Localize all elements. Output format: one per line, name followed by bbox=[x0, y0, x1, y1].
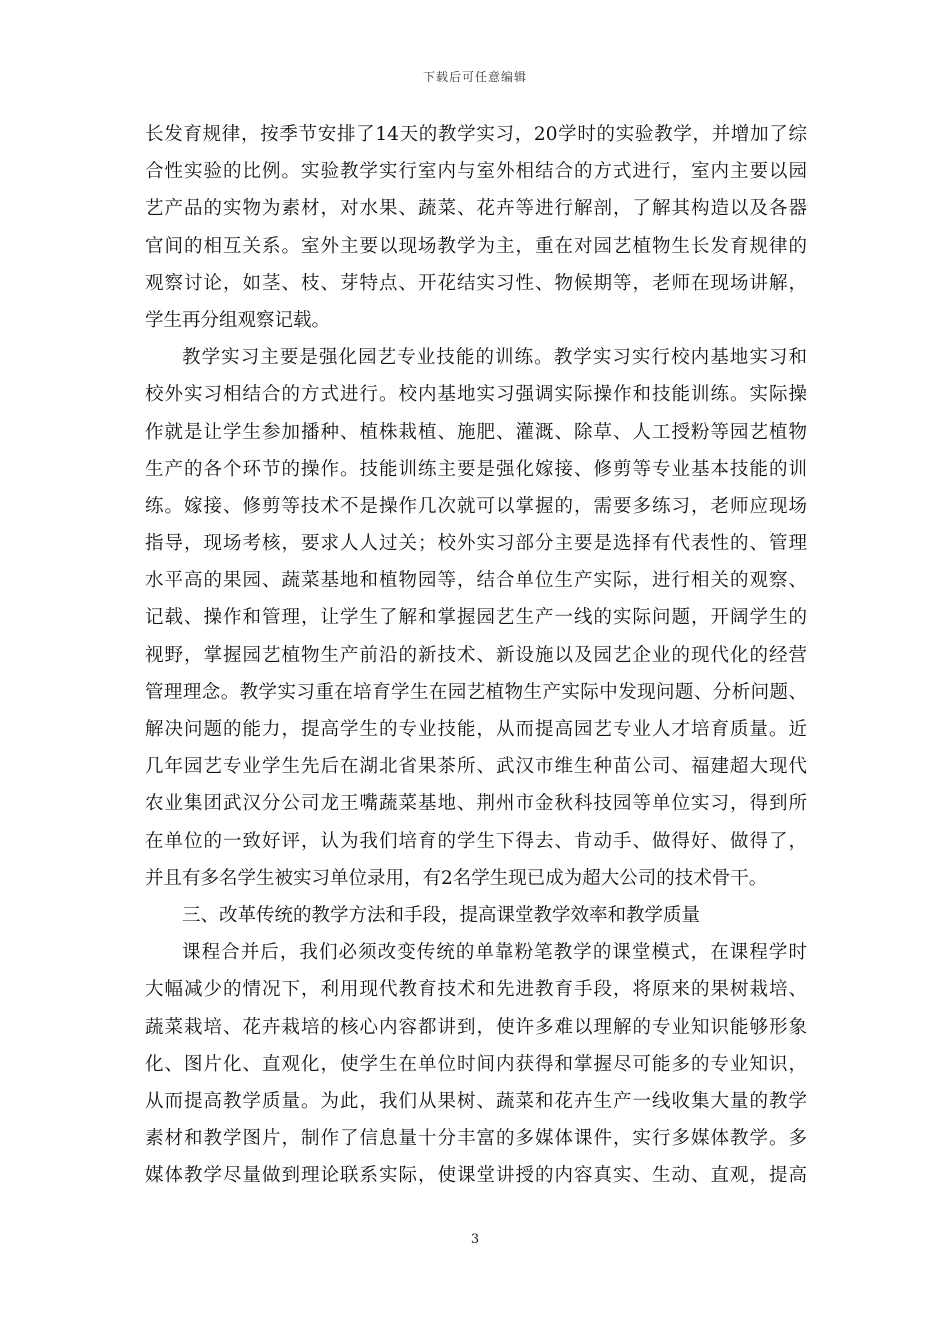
paragraph-1 bbox=[145, 116, 807, 339]
text-line: 水平高的果园、蔬菜基地和植物园等，结合单位生产实际，进行相关的观察、 bbox=[145, 570, 807, 592]
text-line: 并且有多名学生被实习单位录用，有2名学生现已成为超大公司的技术骨干。 bbox=[145, 867, 768, 889]
text-line: 从而提高教学质量。为此，我们从果树、蔬菜和花卉生产一线收集大量的教学 bbox=[145, 1090, 807, 1112]
section-heading bbox=[145, 897, 807, 934]
text-line: 学生再分组观察记载。 bbox=[145, 309, 331, 331]
header-note: 下载后可任意编辑 bbox=[422, 70, 527, 84]
text-line: 解决问题的能力，提高学生的专业技能，从而提高园艺专业人才培育质量。近 bbox=[145, 719, 807, 740]
text-line: 几年园艺专业学生先后在湖北省果茶所、武汉市维生种苗公司、福建超大现代 bbox=[145, 756, 807, 778]
text-line: 艺产品的实物为素材，对水果、蔬菜、花卉等进行解剖，了解其构造以及各器 bbox=[145, 198, 807, 220]
text-line: 化、图片化、直观化，使学生在单位时间内获得和掌握尽可能多的专业知识， bbox=[145, 1053, 807, 1075]
text-line: 生产的各个环节的操作。技能训练主要是强化嫁接、修剪等专业基本技能的训 bbox=[145, 458, 807, 480]
page-number: 3 bbox=[470, 1232, 480, 1247]
text-line: 长发育规律，按季节安排了14天的教学实习，20学时的实验教学，并增加了综 bbox=[145, 124, 807, 145]
paragraph-3 bbox=[145, 934, 807, 1194]
section-heading-text: 三、改革传统的教学方法和手段，提高课堂教学效率和教学质量 bbox=[182, 904, 701, 926]
text-line: 观察讨论，如茎、枝、芽特点、开花结实习性、物候期等，老师在现场讲解， bbox=[145, 272, 807, 294]
text-line: 官间的相互关系。室外主要以现场教学为主，重在对园艺植物生长发育规律的 bbox=[145, 235, 807, 257]
text-line: 大幅减少的情况下，利用现代教育技术和先进教育手段，将原来的果树栽培、 bbox=[145, 979, 807, 1001]
document-body bbox=[145, 116, 807, 1194]
text-line: 在单位的一致好评，认为我们培育的学生下得去、肯动手、做得好、做得了， bbox=[145, 830, 807, 852]
paragraph-2 bbox=[145, 339, 807, 897]
text-line: 视野，掌握园艺植物生产前沿的新技术、新设施以及园艺企业的现代化的经营 bbox=[145, 644, 807, 666]
text-line: 媒体教学尽量做到理论联系实际，使课堂讲授的内容真实、生动、直观，提高 bbox=[145, 1165, 807, 1187]
text-line: 教学实习主要是强化园艺专业技能的训练。教学实习实行校内基地实习和 bbox=[182, 347, 807, 369]
text-line: 记载、操作和管理，让学生了解和掌握园艺生产一线的实际问题，开阔学生的 bbox=[145, 607, 807, 629]
text-line: 练。嫁接、修剪等技术不是操作几次就可以掌握的，需要多练习，老师应现场 bbox=[145, 495, 807, 517]
text-line: 素材和教学图片，制作了信息量十分丰富的多媒体课件，实行多媒体教学。多 bbox=[145, 1128, 807, 1150]
text-line: 管理理念。教学实习重在培育学生在园艺植物生产实际中发现问题、分析问题、 bbox=[145, 681, 807, 703]
text-line: 合性实验的比例。实验教学实行室内与室外相结合的方式进行，室内主要以园 bbox=[145, 161, 807, 183]
text-line: 作就是让学生参加播种、植株栽植、施肥、灌溉、除草、人工授粉等园艺植物 bbox=[145, 421, 807, 443]
text-line: 课程合并后，我们必须改变传统的单靠粉笔教学的课堂模式，在课程学时 bbox=[182, 942, 807, 964]
text-line: 指导，现场考核，要求人人过关；校外实习部分主要是选择有代表性的、管理 bbox=[145, 533, 807, 555]
text-line: 校外实习相结合的方式进行。校内基地实习强调实际操作和技能训练。实际操 bbox=[145, 384, 807, 406]
text-line: 蔬菜栽培、花卉栽培的核心内容都讲到，使许多难以理解的专业知识能够形象 bbox=[145, 1016, 807, 1038]
text-line: 农业集团武汉分公司龙王嘴蔬菜基地、荆州市金秋科技园等单位实习，得到所 bbox=[145, 793, 807, 815]
